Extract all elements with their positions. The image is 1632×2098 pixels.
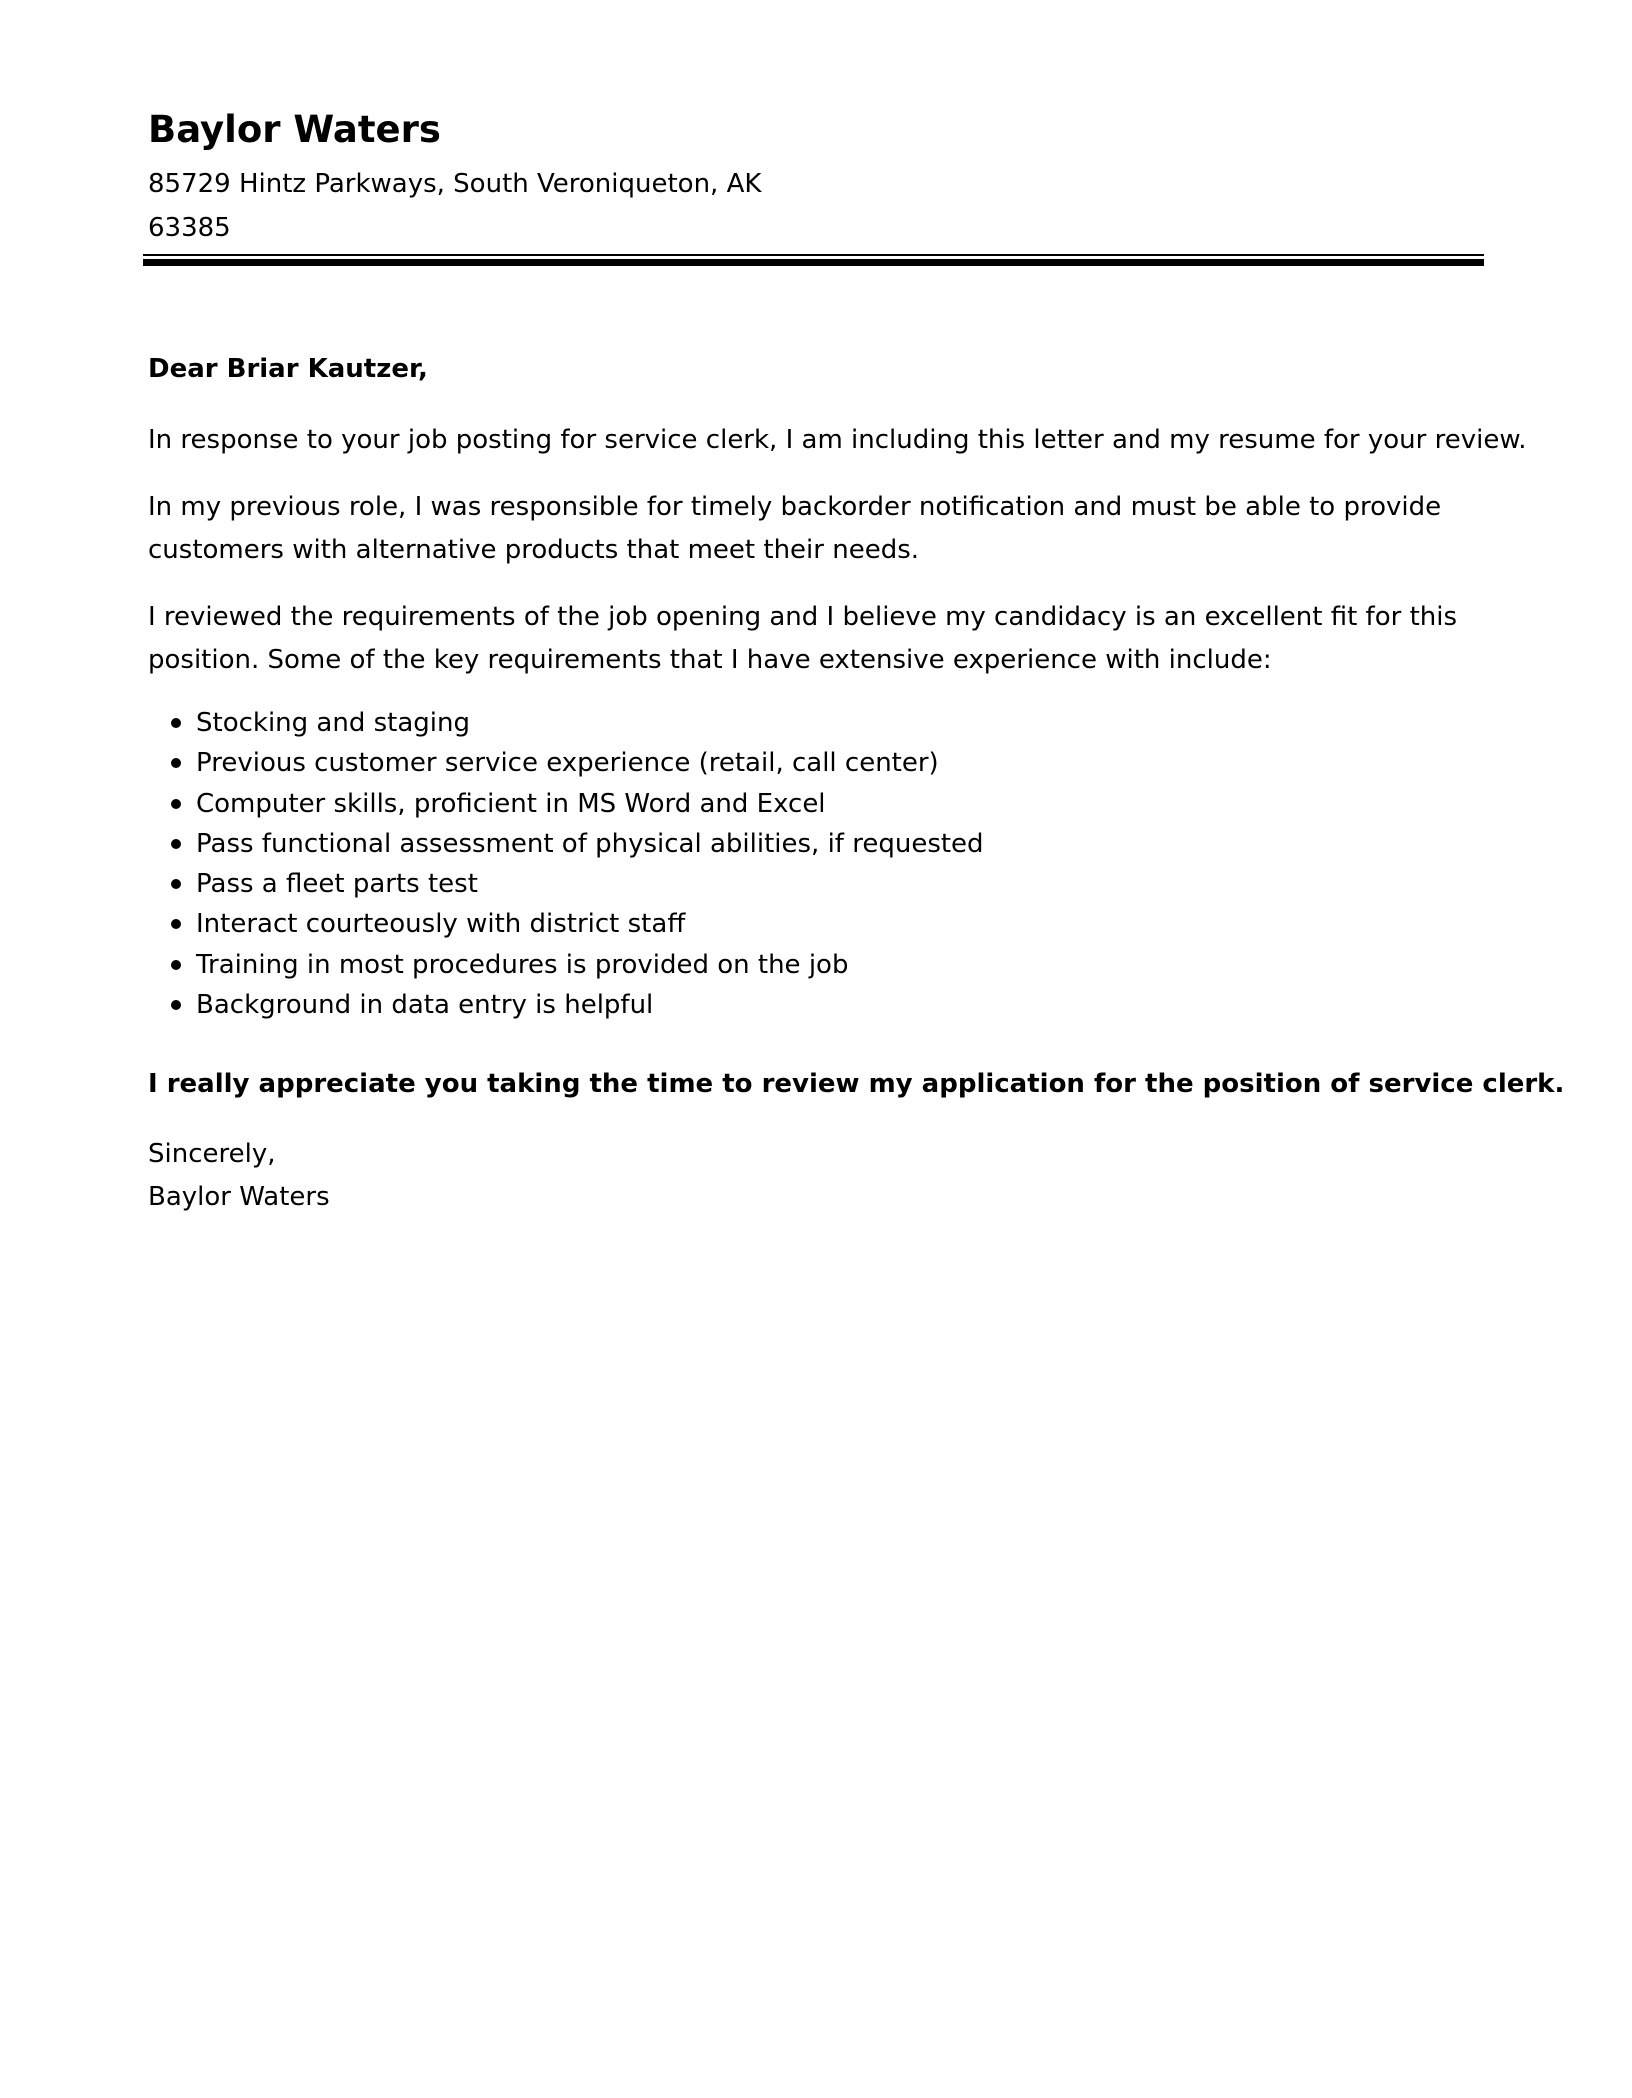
list-item-text: Pass a fleet parts test [196,869,478,900]
list-item [148,945,984,985]
paragraph-previous-role: In my previous role, I was responsible for timely backorder notification and must be able to provide customers with alternative products that meet their needs. [148,492,1442,565]
bullet-icon [171,758,181,768]
bullet-icon [171,799,181,809]
header-divider [143,254,1484,266]
list-item-text: Background in data entry is helpful [196,990,654,1021]
list-item [148,743,984,783]
list-item-text: Stocking and staging [196,708,470,738]
list-item [148,784,984,824]
sender-address [148,162,788,250]
bullet-icon [171,1000,181,1010]
list-item-text: Computer skills, proficient in MS Word and Excel [196,788,826,819]
list-item-text: Previous customer service experience (retail, call center) [196,748,939,779]
sender-name: Baylor Waters [148,108,441,151]
bullet-icon [171,718,181,728]
bullet-icon [171,839,181,849]
list-item [148,985,984,1025]
paragraph-intro: In response to your job posting for service clerk, I am including this letter and my resume for your review. [148,425,1527,455]
signature-name: Baylor Waters [148,1182,330,1212]
address-line-2: 63385 [148,213,231,243]
list-item [148,864,984,904]
list-item [148,703,984,743]
bullet-icon [171,960,181,970]
salutation: Dear Briar Kautzer, [148,354,428,384]
closing-statement: I really appreciate you taking the time to review my application for the position of service clerk. [148,1069,1565,1099]
list-item-text: Training in most procedures is provided on the job [196,949,849,980]
bullet-icon [171,879,181,889]
list-item-text: Pass functional assessment of physical abilities, if requested [196,828,984,859]
valediction: Sincerely, [148,1139,276,1169]
signoff [148,1133,330,1219]
list-item [148,824,984,864]
requirements-list [148,703,984,1025]
list-item [148,904,984,944]
list-item-text: Interact courteously with district staff [196,909,686,940]
bullet-icon [171,919,181,929]
address-line-1: 85729 Hintz Parkways, South Veroniqueton, AK [148,169,762,199]
paragraph-requirements-intro: I reviewed the requirements of the job opening and I believe my candidacy is an excellent fit for this position. Some of the key requirements that I have extensive experience with include: [148,602,1458,675]
